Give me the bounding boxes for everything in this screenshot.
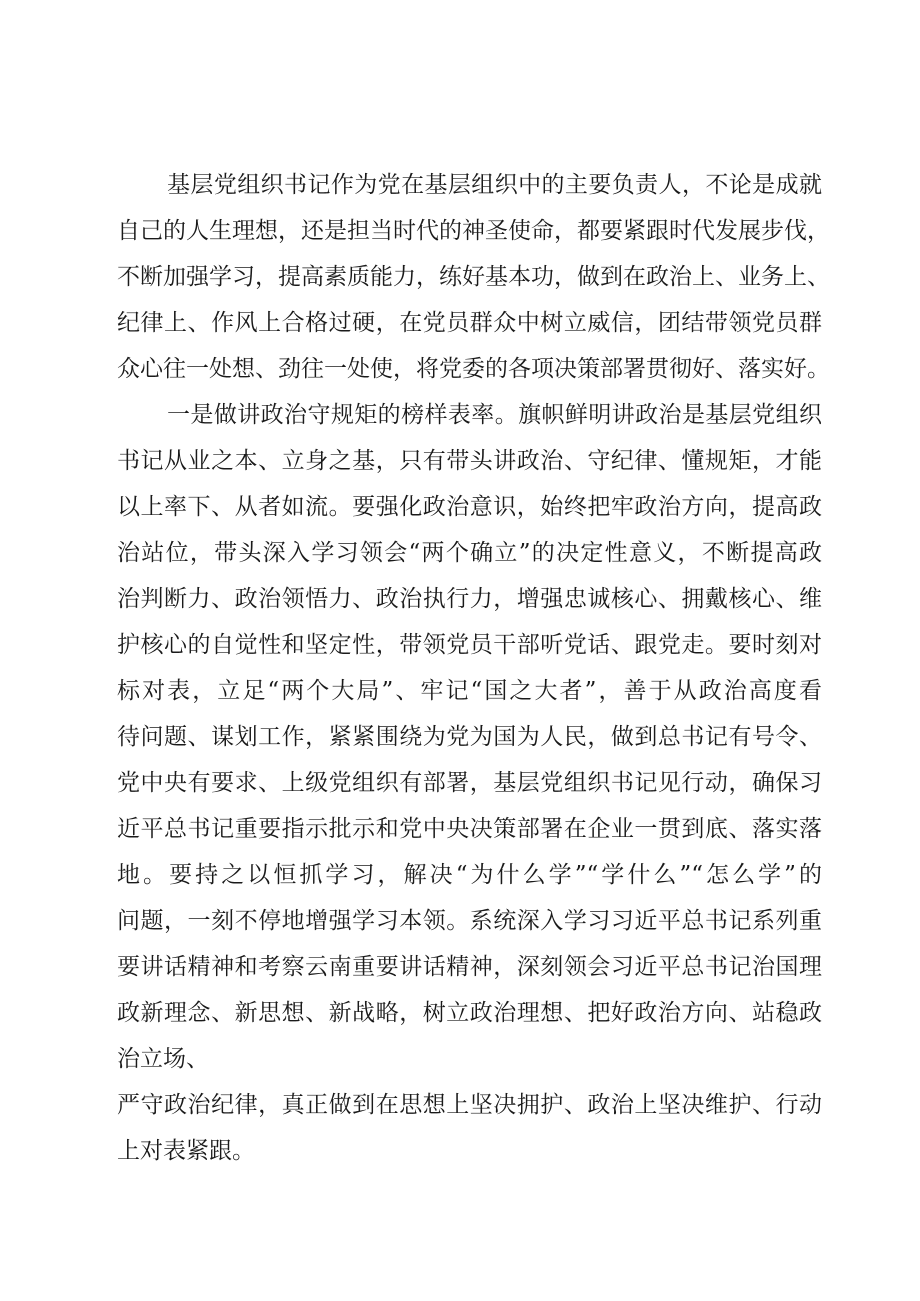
- paragraph-1-line-2: 自己的人生理想，还是担当时代的神圣使命，都要紧跟时代发展步伐，: [117, 218, 830, 244]
- paragraph-2-line-8: 待问题、谋划工作，紧紧围绕为党为国为人民，做到总书记有号令、: [117, 724, 822, 750]
- paragraph-2-line-9: 党中央有要求、上级党组织有部署，基层党组织书记见行动，确保习: [117, 770, 822, 796]
- paragraph-2-line-1: 一是做讲政治守规矩的榜样表率。旗帜鲜明讲政治是基层党组织: [167, 402, 822, 428]
- paragraph-2-line-14: 政新理念、新思想、新战略，树立政治理想、把好政治方向、站稳政: [117, 1000, 822, 1026]
- paragraph-2-line-12: 问题，一刻不停地增强学习本领。系统深入学习习近平总书记系列重: [117, 908, 822, 934]
- paragraph-3-line-1: 严守政治纪律，真正做到在思想上坚决拥护、政治上坚决维护、行动: [117, 1092, 822, 1118]
- paragraph-2-line-4: 治站位，带头深入学习领会“两个确立”的决定性意义，不断提高政: [117, 540, 822, 566]
- paragraph-2-line-6: 护核心的自觉性和坚定性，带领党员干部听党话、跟党走。要时刻对: [117, 632, 822, 658]
- paragraph-2-line-11: 地。要持之以恒抓学习，解决“为什么学”“学什么”“怎么学”的: [117, 862, 822, 888]
- paragraph-1-line-4: 纪律上、作风上合格过硬，在党员群众中树立威信，团结带领党员群: [117, 310, 822, 336]
- paragraph-2-line-13: 要讲话精神和考察云南重要讲话精神，深刻领会习近平总书记治国理: [117, 954, 822, 980]
- paragraph-2-line-7: 标对表，立足“两个大局”、牢记“国之大者”，善于从政治高度看: [117, 678, 822, 704]
- paragraph-2-line-10: 近平总书记重要指示批示和党中央决策部署在企业一贯到底、落实落: [117, 816, 822, 842]
- paragraph-1-line-3: 不断加强学习，提高素质能力，练好基本功，做到在政治上、业务上、: [117, 264, 830, 290]
- paragraph-2-line-2: 书记从业之本、立身之基，只有带头讲政治、守纪律、懂规矩，才能: [117, 448, 822, 474]
- paragraph-3-line-2: 上对表紧跟。: [117, 1138, 255, 1164]
- paragraph-2-line-3: 以上率下、从者如流。要强化政治意识，始终把牢政治方向，提高政: [117, 494, 822, 520]
- paragraph-2-line-5: 治判断力、政治领悟力、政治执行力，增强忠诚核心、拥戴核心、维: [117, 586, 822, 612]
- paragraph-2-line-15: 治立场、: [117, 1046, 209, 1072]
- paragraph-1-line-5: 众心往一处想、劲往一处使，将党委的各项决策部署贯彻好、落实好。: [117, 356, 830, 382]
- document-body: [117, 162, 830, 1174]
- paragraph-1-line-1: 基层党组织书记作为党在基层组织中的主要负责人，不论是成就: [167, 172, 822, 198]
